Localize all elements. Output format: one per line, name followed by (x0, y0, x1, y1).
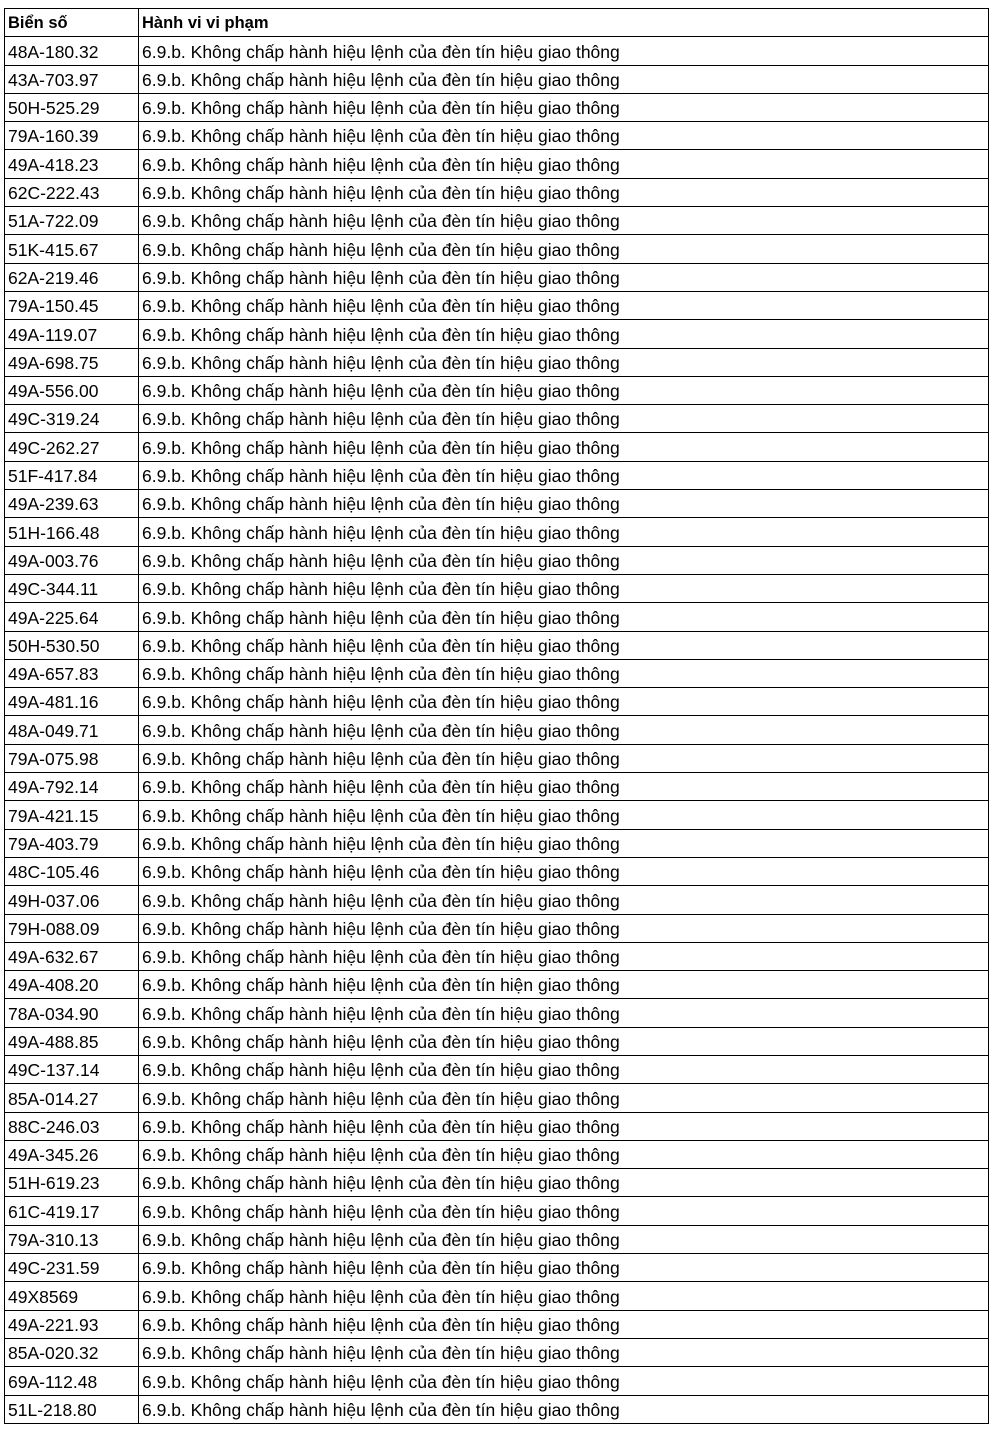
plate-cell: 49A-632.67 (5, 942, 139, 970)
plate-cell: 79H-088.09 (5, 914, 139, 942)
plate-cell: 49H-037.06 (5, 886, 139, 914)
plate-cell: 49X8569 (5, 1282, 139, 1310)
plate-cell: 49A-225.64 (5, 603, 139, 631)
violation-cell: 6.9.b. Không chấp hành hiệu lệnh của đèn tín hiệu giao thông (139, 829, 989, 857)
plate-cell: 85A-014.27 (5, 1084, 139, 1112)
plate-cell: 79A-403.79 (5, 829, 139, 857)
violation-cell: 6.9.b. Không chấp hành hiệu lệnh của đèn tín hiệu giao thông (139, 291, 989, 319)
table-row (5, 659, 989, 687)
plate-cell: 49A-221.93 (5, 1310, 139, 1338)
plate-cell: 48A-049.71 (5, 716, 139, 744)
table-row (5, 1055, 989, 1083)
violation-cell: 6.9.b. Không chấp hành hiệu lệnh của đèn tín hiệu giao thông (139, 886, 989, 914)
plate-column-header: Biển số (5, 9, 139, 37)
violations-table-body (5, 37, 989, 1424)
plate-cell: 49A-239.63 (5, 490, 139, 518)
plate-cell: 50H-530.50 (5, 631, 139, 659)
violation-cell: 6.9.b. Không chấp hành hiệu lệnh của đèn tín hiệu giao thông (139, 490, 989, 518)
plate-cell: 43A-703.97 (5, 65, 139, 93)
table-row (5, 744, 989, 772)
violation-cell: 6.9.b. Không chấp hành hiệu lệnh của đèn tín hiện giao thông (139, 971, 989, 999)
table-row (5, 1367, 989, 1395)
table-row (5, 235, 989, 263)
table-row (5, 914, 989, 942)
violation-column-header: Hành vi vi phạm (139, 9, 989, 37)
violation-cell: 6.9.b. Không chấp hành hiệu lệnh của đèn tín hiệu giao thông (139, 1395, 989, 1423)
plate-cell: 61C-419.17 (5, 1197, 139, 1225)
violation-cell: 6.9.b. Không chấp hành hiệu lệnh của đèn tín hiệu giao thông (139, 1084, 989, 1112)
plate-cell: 85A-020.32 (5, 1338, 139, 1366)
table-row (5, 1395, 989, 1423)
table-row (5, 291, 989, 319)
plate-cell: 49C-262.27 (5, 433, 139, 461)
plate-cell: 51L-218.80 (5, 1395, 139, 1423)
header-row (5, 9, 989, 37)
violation-cell: 6.9.b. Không chấp hành hiệu lệnh của đèn tín hiệu giao thông (139, 631, 989, 659)
plate-cell: 79A-310.13 (5, 1225, 139, 1253)
violation-cell: 6.9.b. Không chấp hành hiệu lệnh của đèn tín hiệu giao thông (139, 1112, 989, 1140)
table-row (5, 546, 989, 574)
plate-cell: 49C-231.59 (5, 1254, 139, 1282)
table-row (5, 801, 989, 829)
plate-cell: 50H-525.29 (5, 93, 139, 121)
table-row (5, 773, 989, 801)
violation-cell: 6.9.b. Không chấp hành hiệu lệnh của đèn tín hiệu giao thông (139, 773, 989, 801)
table-row (5, 1310, 989, 1338)
violation-cell: 6.9.b. Không chấp hành hiệu lệnh của đèn tín hiệu giao thông (139, 1225, 989, 1253)
table-row (5, 1140, 989, 1168)
table-row (5, 150, 989, 178)
table-row (5, 433, 989, 461)
table-row (5, 886, 989, 914)
plate-cell: 79A-160.39 (5, 122, 139, 150)
violation-cell: 6.9.b. Không chấp hành hiệu lệnh của đèn tín hiệu giao thông (139, 801, 989, 829)
table-row (5, 37, 989, 65)
violation-cell: 6.9.b. Không chấp hành hiệu lệnh của đèn tín hiệu giao thông (139, 603, 989, 631)
violation-cell: 6.9.b. Không chấp hành hiệu lệnh của đèn tín hiệu giao thông (139, 1338, 989, 1366)
table-row (5, 1197, 989, 1225)
plate-cell: 69A-112.48 (5, 1367, 139, 1395)
table-row (5, 405, 989, 433)
table-row (5, 857, 989, 885)
plate-cell: 49A-003.76 (5, 546, 139, 574)
table-row (5, 1112, 989, 1140)
plate-cell: 49A-119.07 (5, 320, 139, 348)
violation-cell: 6.9.b. Không chấp hành hiệu lệnh của đèn tín hiệu giao thông (139, 1310, 989, 1338)
violation-cell: 6.9.b. Không chấp hành hiệu lệnh của đèn tín hiệu giao thông (139, 574, 989, 602)
plate-cell: 79A-421.15 (5, 801, 139, 829)
table-row (5, 1084, 989, 1112)
violation-cell: 6.9.b. Không chấp hành hiệu lệnh của đèn tín hiệu giao thông (139, 461, 989, 489)
plate-cell: 51H-619.23 (5, 1169, 139, 1197)
table-row (5, 207, 989, 235)
plate-cell: 49A-481.16 (5, 688, 139, 716)
plate-cell: 62C-222.43 (5, 178, 139, 206)
violation-cell: 6.9.b. Không chấp hành hiệu lệnh của đèn tín hiệu giao thông (139, 716, 989, 744)
plate-cell: 51F-417.84 (5, 461, 139, 489)
violation-cell: 6.9.b. Không chấp hành hiệu lệnh của đèn tín hiệu giao thông (139, 999, 989, 1027)
table-row (5, 716, 989, 744)
table-row (5, 518, 989, 546)
violation-cell: 6.9.b. Không chấp hành hiệu lệnh của đèn tín hiệu giao thông (139, 659, 989, 687)
plate-cell: 48A-180.32 (5, 37, 139, 65)
table-row (5, 348, 989, 376)
plate-cell: 51H-166.48 (5, 518, 139, 546)
plate-cell: 49A-698.75 (5, 348, 139, 376)
violation-cell: 6.9.b. Không chấp hành hiệu lệnh của đèn tín hiệu giao thông (139, 914, 989, 942)
violation-cell: 6.9.b. Không chấp hành hiệu lệnh của đèn tín hiệu giao thông (139, 857, 989, 885)
violation-cell: 6.9.b. Không chấp hành hiệu lệnh của đèn tín hiệu giao thông (139, 122, 989, 150)
plate-cell: 49A-657.83 (5, 659, 139, 687)
violation-cell: 6.9.b. Không chấp hành hiệu lệnh của đèn tín hiệu giao thông (139, 348, 989, 376)
table-row (5, 574, 989, 602)
violation-cell: 6.9.b. Không chấp hành hiệu lệnh của đèn tín hiệu giao thông (139, 1055, 989, 1083)
violation-cell: 6.9.b. Không chấp hành hiệu lệnh của đèn tín hiệu giao thông (139, 178, 989, 206)
violation-cell: 6.9.b. Không chấp hành hiệu lệnh của đèn tín hiệu giao thông (139, 1254, 989, 1282)
table-row (5, 631, 989, 659)
table-row (5, 1282, 989, 1310)
plate-cell: 51A-722.09 (5, 207, 139, 235)
plate-cell: 49A-488.85 (5, 1027, 139, 1055)
table-row (5, 490, 989, 518)
violation-cell: 6.9.b. Không chấp hành hiệu lệnh của đèn tín hiệu giao thông (139, 1197, 989, 1225)
violation-cell: 6.9.b. Không chấp hành hiệu lệnh của đèn tín hiệu giao thông (139, 376, 989, 404)
table-row (5, 1225, 989, 1253)
violation-cell: 6.9.b. Không chấp hành hiệu lệnh của đèn tín hiệu giao thông (139, 546, 989, 574)
plate-cell: 88C-246.03 (5, 1112, 139, 1140)
violation-cell: 6.9.b. Không chấp hành hiệu lệnh của đèn tín hiệu giao thông (139, 93, 989, 121)
table-row (5, 461, 989, 489)
plate-cell: 49C-344.11 (5, 574, 139, 602)
table-row (5, 999, 989, 1027)
table-row (5, 1027, 989, 1055)
violation-cell: 6.9.b. Không chấp hành hiệu lệnh của đèn tín hiệu giao thông (139, 320, 989, 348)
violation-cell: 6.9.b. Không chấp hành hiệu lệnh của đèn tín hiệu giao thông (139, 1169, 989, 1197)
violation-cell: 6.9.b. Không chấp hành hiệu lệnh của đèn tín hiệu giao thông (139, 207, 989, 235)
table-row (5, 263, 989, 291)
plate-cell: 48C-105.46 (5, 857, 139, 885)
violation-cell: 6.9.b. Không chấp hành hiệu lệnh của đèn tín hiệu giao thông (139, 235, 989, 263)
plate-cell: 62A-219.46 (5, 263, 139, 291)
table-row (5, 942, 989, 970)
plate-cell: 49A-556.00 (5, 376, 139, 404)
plate-cell: 79A-075.98 (5, 744, 139, 772)
violation-cell: 6.9.b. Không chấp hành hiệu lệnh của đèn tín hiệu giao thông (139, 1027, 989, 1055)
violation-cell: 6.9.b. Không chấp hành hiệu lệnh của đèn tín hiệu giao thông (139, 433, 989, 461)
plate-cell: 49A-418.23 (5, 150, 139, 178)
plate-cell: 79A-150.45 (5, 291, 139, 319)
violations-table (4, 8, 989, 1424)
table-row (5, 971, 989, 999)
violation-cell: 6.9.b. Không chấp hành hiệu lệnh của đèn tín hiệu giao thông (139, 65, 989, 93)
violation-cell: 6.9.b. Không chấp hành hiệu lệnh của đèn tín hiệu giao thông (139, 37, 989, 65)
table-row (5, 1169, 989, 1197)
violation-cell: 6.9.b. Không chấp hành hiệu lệnh của đèn tín hiệu giao thông (139, 688, 989, 716)
plate-cell: 51K-415.67 (5, 235, 139, 263)
table-row (5, 688, 989, 716)
plate-cell: 49A-345.26 (5, 1140, 139, 1168)
plate-cell: 49A-792.14 (5, 773, 139, 801)
table-row (5, 376, 989, 404)
table-row (5, 320, 989, 348)
violation-cell: 6.9.b. Không chấp hành hiệu lệnh của đèn tín hiệu giao thông (139, 942, 989, 970)
violation-cell: 6.9.b. Không chấp hành hiệu lệnh của đèn tín hiệu giao thông (139, 1282, 989, 1310)
plate-cell: 49C-137.14 (5, 1055, 139, 1083)
table-row (5, 178, 989, 206)
violation-cell: 6.9.b. Không chấp hành hiệu lệnh của đèn tín hiệu giao thông (139, 1367, 989, 1395)
violation-cell: 6.9.b. Không chấp hành hiệu lệnh của đèn tín hiệu giao thông (139, 150, 989, 178)
violation-cell: 6.9.b. Không chấp hành hiệu lệnh của đèn tín hiệu giao thông (139, 518, 989, 546)
violation-cell: 6.9.b. Không chấp hành hiệu lệnh của đèn tín hiệu giao thông (139, 1140, 989, 1168)
table-row (5, 65, 989, 93)
table-row (5, 1254, 989, 1282)
table-row (5, 122, 989, 150)
table-row (5, 603, 989, 631)
plate-cell: 49C-319.24 (5, 405, 139, 433)
violation-cell: 6.9.b. Không chấp hành hiệu lệnh của đèn tín hiệu giao thông (139, 263, 989, 291)
table-row (5, 829, 989, 857)
plate-cell: 49A-408.20 (5, 971, 139, 999)
table-row (5, 1338, 989, 1366)
table-row (5, 93, 989, 121)
violation-cell: 6.9.b. Không chấp hành hiệu lệnh của đèn tín hiệu giao thông (139, 744, 989, 772)
violation-cell: 6.9.b. Không chấp hành hiệu lệnh của đèn tín hiệu giao thông (139, 405, 989, 433)
plate-cell: 78A-034.90 (5, 999, 139, 1027)
